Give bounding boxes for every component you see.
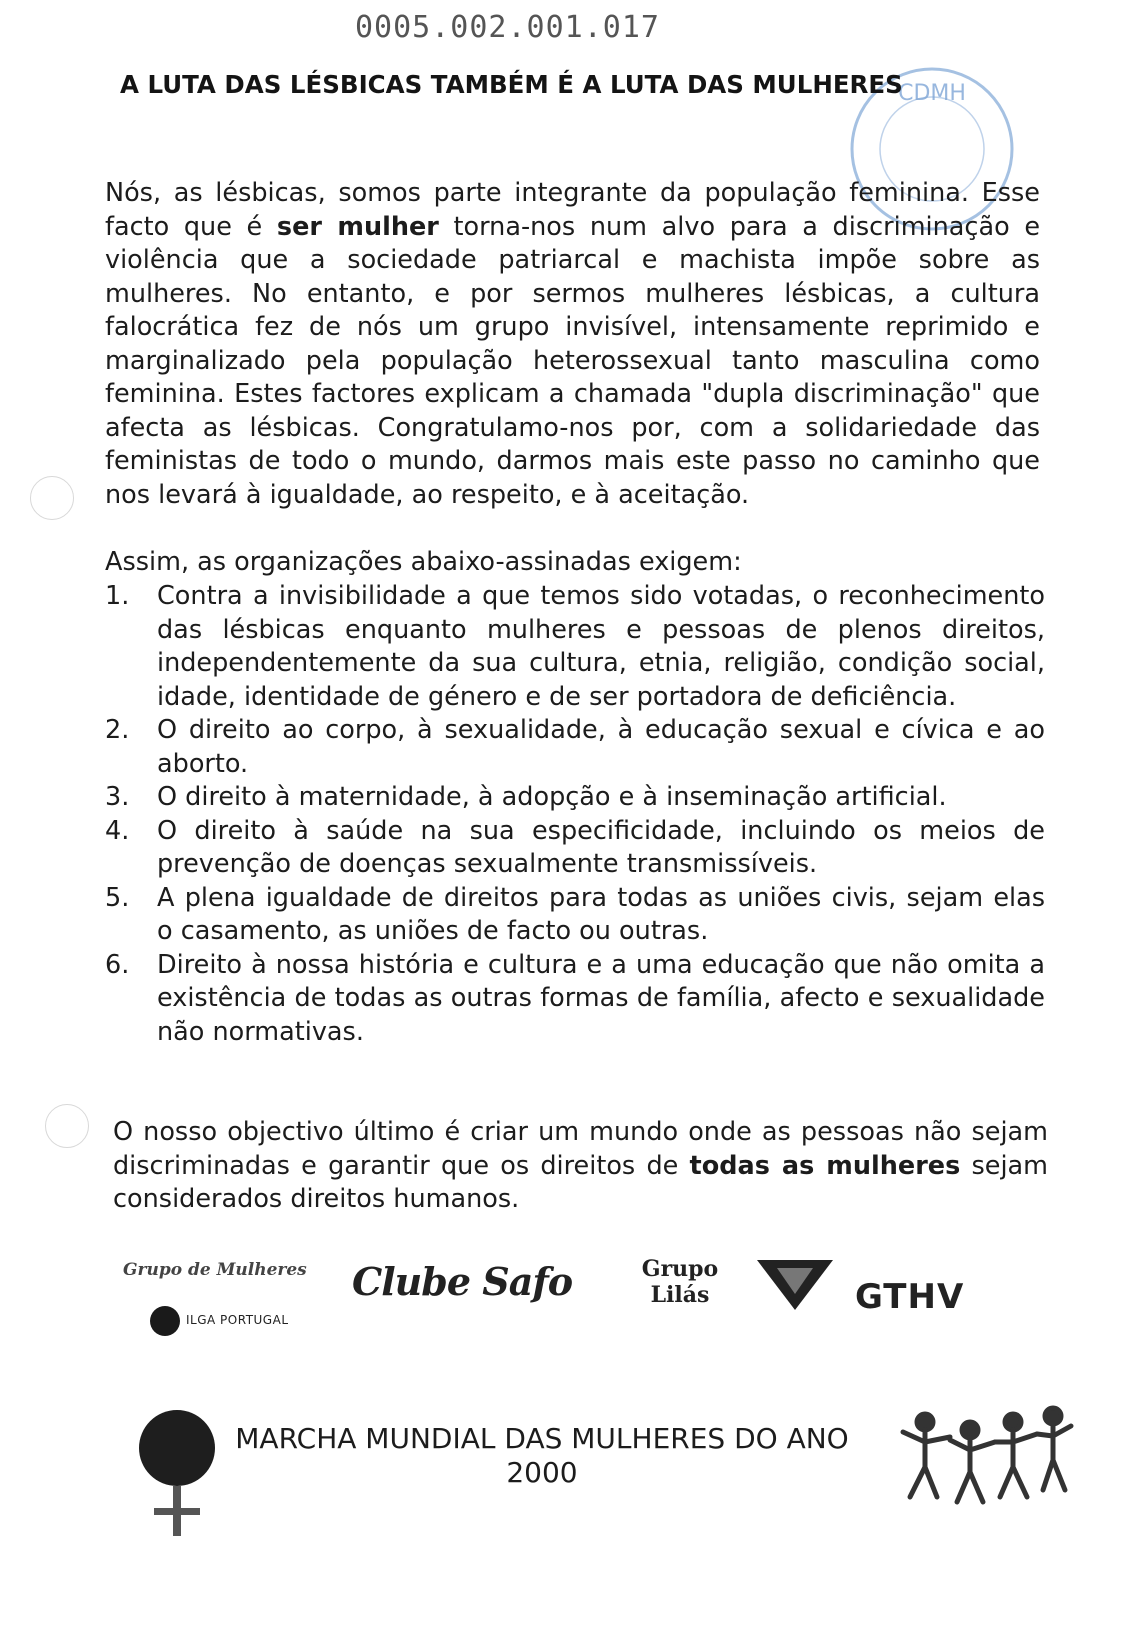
punch-hole xyxy=(45,1104,89,1148)
demand-item xyxy=(105,882,1045,949)
demand-number: 2. xyxy=(105,715,130,745)
logo-grupo-lilas-line1: Grupo xyxy=(641,1256,719,1282)
demands-list xyxy=(105,580,1045,1049)
demand-number: 6. xyxy=(105,949,130,980)
demand-number: 1. xyxy=(105,581,130,611)
demand-number: 4. xyxy=(105,815,130,846)
logo-grupo-mulheres: Grupo de Mulheres xyxy=(123,1260,307,1280)
archive-code: 0005.002.001.017 xyxy=(355,10,660,45)
closing-paragraph xyxy=(113,1116,1048,1217)
demand-text: Direito à nossa história e cultura e a uma educação que não omita a existência de todas as outras formas de família, afecto e sexualidade não normativas. xyxy=(157,949,1045,1047)
dancing-figures-icon xyxy=(895,1392,1075,1512)
logo-ilga: ILGA PORTUGAL xyxy=(186,1313,289,1327)
demand-text: O direito ao corpo, à sexualidade, à educação sexual e cívica e ao aborto. xyxy=(157,715,1045,779)
demand-text: O direito à maternidade, à adopção e à inseminação artificial. xyxy=(157,782,947,812)
venus-symbol-icon xyxy=(132,1400,222,1550)
ilga-badge-icon xyxy=(150,1306,180,1336)
march-title-line1: MARCHA MUNDIAL DAS MULHERES DO ANO xyxy=(235,1422,849,1455)
demand-item xyxy=(105,949,1045,1050)
triangle-logo-icon xyxy=(755,1256,835,1312)
logo-grupo-lilas-line2: Lilás xyxy=(650,1282,710,1308)
demand-item xyxy=(105,580,1045,714)
logo-gthv: GTHV xyxy=(855,1277,965,1317)
document-title: A LUTA DAS LÉSBICAS TAMBÉM É A LUTA DAS MULHERES xyxy=(120,70,903,99)
closing-text-start: O nosso objectivo último é criar um mundo onde as pessoas não sejam discriminadas e garantir que os direitos de xyxy=(113,1117,1048,1181)
demand-text: A plena igualdade de direitos para todas as uniões civis, sejam elas o casamento, as uniões de facto ou outras. xyxy=(157,882,1045,946)
demand-text: Contra a invisibilidade a que temos sido votadas, o reconhecimento das lésbicas enquanto mulheres e pessoas de plenos direitos, independentemente da sua cultura, etnia, religião, condição social, idade, identidade de género e de ser portadora de deficiência. xyxy=(157,581,1045,712)
logo-clube-safo: Clube Safo xyxy=(352,1259,573,1304)
demand-item xyxy=(105,714,1045,781)
demand-item xyxy=(105,815,1045,882)
intro-text-end: torna-nos num alvo para a discriminação e violência que a sociedade patriarcal e machista impõe sobre as mulheres. No entanto, e por sermos mulheres lésbicas, a cultura falocrática fez de nós um grupo invisível, intensamente reprimido e marginalizado pela população heterossexual tanto masculina como feminina. Estes factores explicam a chamada "dupla discriminação" que afecta as lésbicas. Congratulamo-nos por, com a solidariedade das feministas de todo o mundo, darmos mais este passo no caminho que nos levará à igualdade, ao respeito, e à aceitação. xyxy=(105,211,1041,510)
march-title-line2: 2000 xyxy=(506,1456,578,1489)
stamp-text: CDMH xyxy=(898,81,966,106)
demand-number: 3. xyxy=(105,782,130,812)
demand-number: 5. xyxy=(105,882,130,913)
demands-lead: Assim, as organizações abaixo-assinadas exigem: xyxy=(105,547,742,577)
intro-text-start: Nós, as lésbicas, somos parte integrante da população feminina. Esse facto que é xyxy=(105,178,1040,242)
closing-text-end: sejam considerados direitos humanos. xyxy=(113,1150,1049,1214)
logo-grupo-lilas xyxy=(615,1256,745,1308)
intro-paragraph xyxy=(105,177,1040,512)
march-title xyxy=(222,1422,862,1490)
punch-hole xyxy=(30,476,74,520)
closing-bold: todas as mulheres xyxy=(689,1150,961,1181)
demand-item xyxy=(105,781,1045,815)
demand-text: O direito à saúde na sua especificidade, incluindo os meios de prevenção de doenças sexualmente transmissíveis. xyxy=(157,815,1045,879)
intro-bold: ser mulher xyxy=(276,211,439,242)
